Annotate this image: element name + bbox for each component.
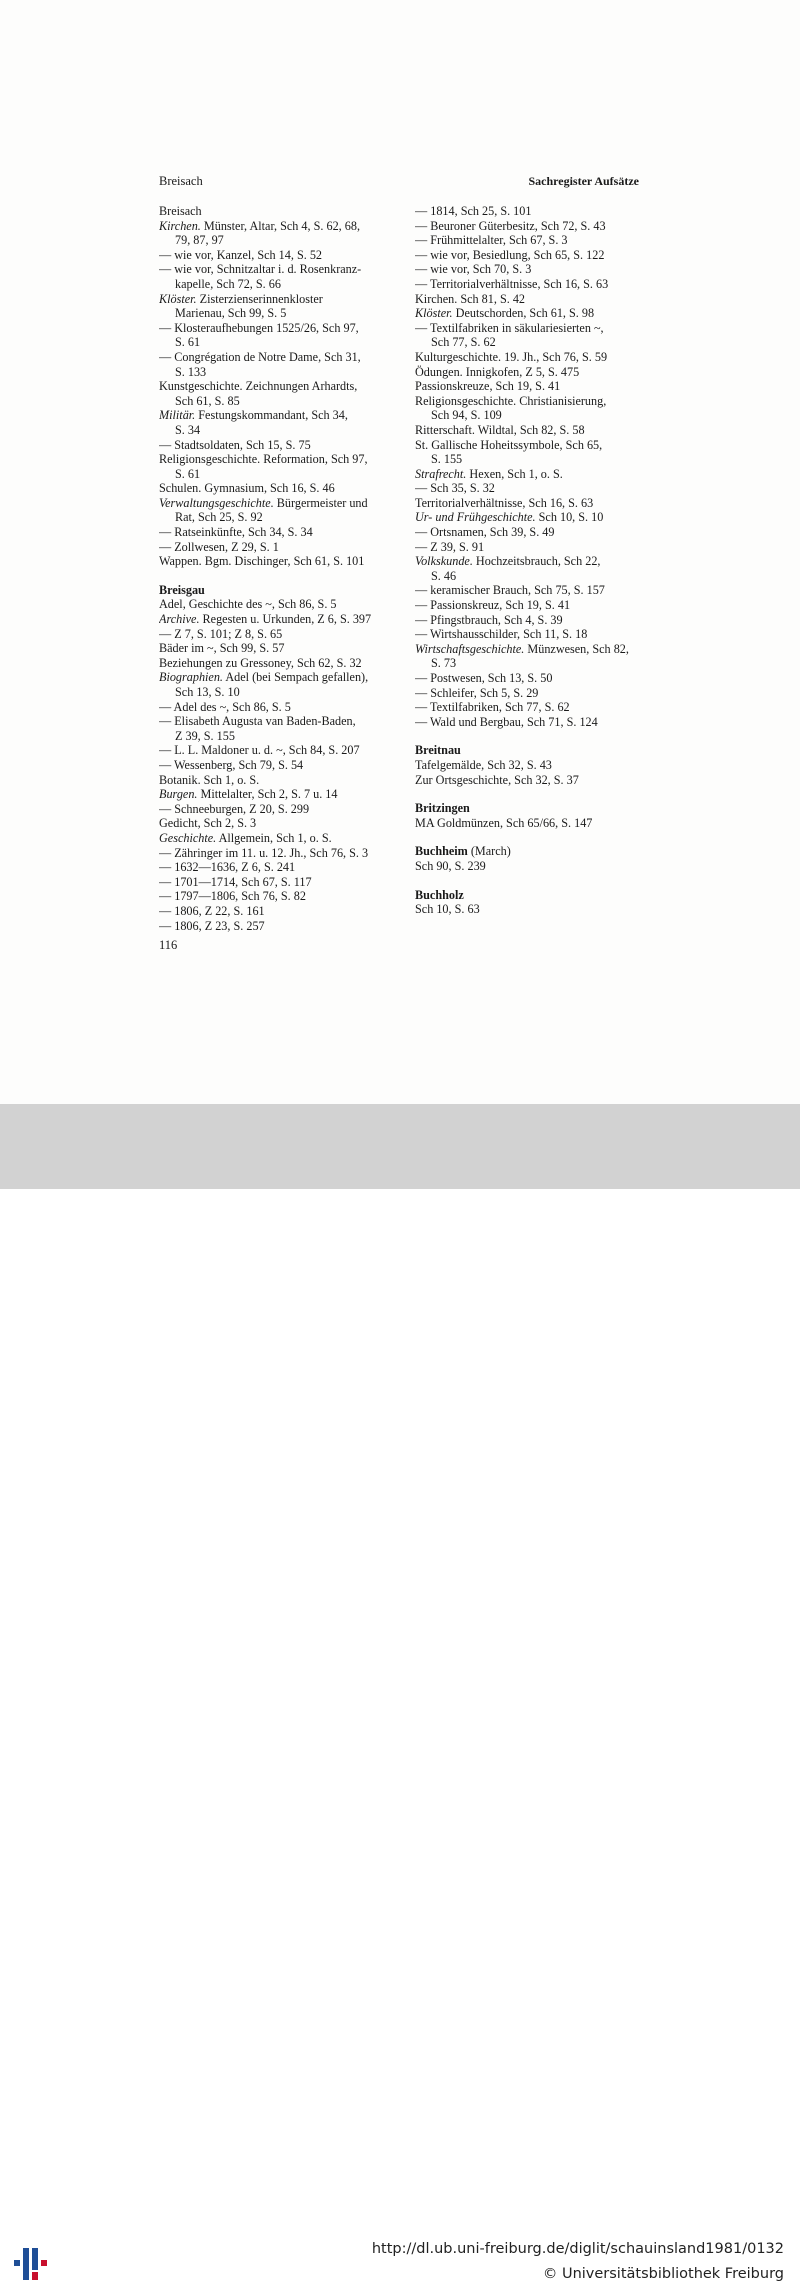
index-text: Schulen. Gymnasium, Sch 16, S. 46 [159,481,335,496]
index-text: — Sch 35, S. 32 [415,481,495,496]
index-line [159,350,383,365]
index-line [159,743,383,758]
index-text: Religionsgeschichte. Reformation, Sch 97, [159,452,368,467]
index-heading [159,583,383,598]
index-text: Buchholz [415,887,464,902]
index-line [159,860,383,875]
index-line [159,233,383,248]
index-text: Sch 90, S. 239 [415,858,486,873]
index-line [159,685,383,700]
index-text: Bäder im ~, Sch 99, S. 57 [159,641,285,656]
index-line [159,335,383,350]
index-line [159,641,383,656]
index-line [159,219,383,234]
copyright-notice: © Universitätsbibliothek Freiburg [542,2266,784,2282]
index-text: — Zollwesen, Z 29, S. 1 [159,539,279,554]
index-category: Biographien. [159,670,223,685]
index-line [415,758,640,773]
index-text: S. 61 [175,466,201,481]
index-text: — wie vor, Sch 70, S. 3 [415,262,532,277]
index-text: Hochzeitsbrauch, Sch 22, [472,554,601,569]
index-category: Kirchen. [159,218,201,233]
index-text: — Textilfabriken, Sch 77, S. 62 [415,700,570,715]
index-line [159,831,383,846]
index-text: — Passionskreuz, Sch 19, S. 41 [415,598,571,613]
index-text: — 1806, Z 22, S. 161 [159,903,265,918]
index-line [415,554,640,569]
index-line [159,496,383,511]
index-text: Z 39, S. 155 [175,728,235,743]
index-text: — Ortsnamen, Sch 39, S. 49 [415,525,555,540]
index-text: Territorialverhältnisse, Sch 16, S. 63 [415,495,594,510]
index-line [415,686,640,701]
index-text: Münzwesen, Sch 82, [524,641,629,656]
index-line [159,816,383,831]
index-text: — Textilfabriken in säkulariesierten ~, [415,320,604,335]
index-text: — Elisabeth Augusta van Baden-Baden, [159,714,356,729]
index-line [415,204,640,219]
index-line [159,481,383,496]
index-text: Ödungen. Innigkofen, Z 5, S. 475 [415,364,580,379]
index-line [159,919,383,934]
index-text: Marienau, Sch 99, S. 5 [175,306,287,321]
running-header-right: Sachregister Aufsätze [528,174,639,188]
index-line [415,656,640,671]
running-header-left: Breisach [159,174,203,188]
index-line [415,510,640,525]
index-line [415,671,640,686]
index-line [415,598,640,613]
index-line [159,540,383,555]
index-text: — L. L. Maldoner u. d. ~, Sch 84, S. 207 [159,743,360,758]
index-category: Verwaltungsgeschichte. [159,495,274,510]
index-line [415,773,640,788]
index-line [159,889,383,904]
index-text: Regesten u. Urkunden, Z 6, S. 397 [199,612,372,627]
index-line [159,394,383,409]
index-text: Beziehungen zu Gressoney, Sch 62, S. 32 [159,655,362,670]
index-text: Sch 77, S. 62 [431,335,496,350]
index-line [159,467,383,482]
index-text: Kirchen. Sch 81, S. 42 [415,291,526,306]
index-text: Wappen. Bgm. Dischinger, Sch 61, S. 101 [159,554,365,569]
index-text: S. 133 [175,364,207,379]
index-text: Rat, Sch 25, S. 92 [175,510,263,525]
index-text: — Wessenberg, Sch 79, S. 54 [159,757,304,772]
index-line [159,802,383,817]
index-line [415,306,640,321]
index-line [159,292,383,307]
index-text: — Schneeburgen, Z 20, S. 299 [159,801,310,816]
index-line [159,262,383,277]
index-text: Religionsgeschichte. Christianisierung, [415,393,607,408]
index-text: Allgemein, Sch 1, o. S. [216,830,332,845]
index-line [159,627,383,642]
index-text: — Wald und Bergbau, Sch 71, S. 124 [415,714,598,729]
viewer-footer [0,1104,800,2282]
index-text: Sch 61, S. 85 [175,393,240,408]
index-line [159,408,383,423]
index-line [415,408,640,423]
index-text: Adel, Geschichte des ~, Sch 86, S. 5 [159,597,337,612]
index-line [415,219,640,234]
index-category: Volkskunde. [415,554,473,569]
index-line [415,627,640,642]
index-heading [415,801,640,816]
index-text: Breisgau [159,582,205,597]
index-line [415,262,640,277]
index-text: Britzingen [415,801,470,816]
index-line [415,452,640,467]
document-page [0,0,800,1104]
index-text: Sch 13, S. 10 [175,685,240,699]
index-text: Mittelalter, Sch 2, S. 7 u. 14 [197,787,338,802]
index-line [415,715,640,730]
index-text: — Schleifer, Sch 5, S. 29 [415,685,539,700]
index-heading-note: (March) [467,844,511,859]
index-category: Strafrecht. [415,466,467,481]
index-text: — Territorialverhältnisse, Sch 16, S. 63 [415,276,609,291]
index-line [159,773,383,788]
index-line [415,540,640,555]
index-text: Sch 94, S. 109 [431,408,502,423]
index-line [415,233,640,248]
index-text: Breisach [159,204,202,218]
index-category: Geschichte. [159,830,217,845]
index-text: Adel (bei Sempach gefallen), [222,670,369,685]
index-category: Klöster. [159,291,197,306]
index-text: — Zähringer im 11. u. 12. Jh., Sch 76, S. 3 [159,845,369,860]
index-text: 79, 87, 97 [175,233,224,248]
index-line [159,904,383,919]
index-line [415,248,640,263]
index-line [415,335,640,350]
index-text: — Z 39, S. 91 [415,539,485,554]
index-text: Buchheim [415,844,468,859]
index-line [159,554,383,569]
index-text: S. 34 [175,422,201,437]
index-line [415,277,640,292]
index-line [159,758,383,773]
index-text: S. 155 [431,452,463,467]
index-text: kapelle, Sch 72, S. 66 [175,276,281,291]
index-text: — Pfingstbrauch, Sch 4, S. 39 [415,612,563,627]
index-text: Gedicht, Sch 2, S. 3 [159,816,257,831]
index-line [159,204,383,219]
index-text: S. 73 [431,656,457,671]
index-text: Festungskommandant, Sch 34, [195,408,348,423]
index-line [415,481,640,496]
index-text: Kulturgeschichte. 19. Jh., Sch 76, S. 59 [415,349,608,364]
index-line [159,875,383,890]
index-text: — 1701—1714, Sch 67, S. 117 [159,874,312,889]
index-line [159,670,383,685]
index-category: Klöster. [415,306,453,321]
index-text: — 1806, Z 23, S. 257 [159,918,265,933]
index-heading [415,743,640,758]
index-line [415,467,640,482]
index-text: — 1632—1636, Z 6, S. 241 [159,860,296,875]
index-category: Militär. [159,408,196,423]
index-line [159,510,383,525]
index-line [159,700,383,715]
index-category: Burgen. [159,787,198,802]
index-column-left [159,204,383,933]
index-text: — Frühmittelalter, Sch 67, S. 3 [415,233,568,248]
index-line [159,438,383,453]
index-text: Kunstgeschichte. Zeichnungen Arhardts, [159,379,358,394]
index-text: S. 61 [175,335,201,350]
index-text: — Adel des ~, Sch 86, S. 5 [159,699,291,714]
index-line [415,525,640,540]
index-text: S. 46 [431,568,457,583]
index-line [159,525,383,540]
index-line [159,729,383,744]
index-text: Deutschorden, Sch 61, S. 98 [452,306,595,321]
index-line [159,321,383,336]
index-line [415,859,640,874]
index-text: — Klosteraufhebungen 1525/26, Sch 97, [159,320,359,335]
index-line [159,423,383,438]
index-text: Sch 10, S. 63 [415,902,480,917]
index-line [159,597,383,612]
index-text: Hexen, Sch 1, o. S. [466,466,563,481]
index-line [415,438,640,453]
index-text: — wie vor, Schnitzaltar i. d. Rosenkranz- [159,262,362,277]
index-line [159,248,383,263]
index-line [415,350,640,365]
index-text: — wie vor, Besiedlung, Sch 65, S. 122 [415,247,605,262]
index-line [159,846,383,861]
index-line [159,656,383,671]
index-text: Tafelgemälde, Sch 32, S. 43 [415,757,552,772]
index-line [415,379,640,394]
index-text: Münster, Altar, Sch 4, S. 62, 68, [200,218,361,233]
permalink-link[interactable]: http://dl.ub.uni-freiburg.de/diglit/schauinsland1981/0132 [371,2241,784,2257]
index-text: Breitnau [415,743,461,758]
index-text: — wie vor, Kanzel, Sch 14, S. 52 [159,247,323,262]
index-category: Ur- und Frühgeschichte. [415,510,536,525]
index-text: Bürgermeister und [273,495,368,510]
index-line [159,379,383,394]
index-text: MA Goldmünzen, Sch 65/66, S. 147 [415,815,593,830]
index-column-right [415,204,640,917]
index-line [415,365,640,380]
index-line [159,277,383,292]
index-line [415,394,640,409]
index-heading [415,844,640,859]
index-text: — Beuroner Güterbesitz, Sch 72, S. 43 [415,218,606,233]
index-line [159,365,383,380]
index-text: Sch 10, S. 10 [535,510,604,525]
index-line [415,321,640,336]
index-text: — keramischer Brauch, Sch 75, S. 157 [415,583,605,598]
index-line [415,569,640,584]
index-text: Passionskreuze, Sch 19, S. 41 [415,379,561,394]
index-text: St. Gallische Hoheitssymbole, Sch 65, [415,437,603,452]
index-line [159,612,383,627]
index-line [415,902,640,917]
index-text: Zur Ortsgeschichte, Sch 32, S. 37 [415,772,579,787]
index-line [159,306,383,321]
index-line [415,496,640,511]
index-text: — Z 7, S. 101; Z 8, S. 65 [159,626,283,641]
index-text: — Wirtshausschilder, Sch 11, S. 18 [415,627,588,642]
index-text: — 1814, Sch 25, S. 101 [415,204,532,218]
index-line [415,642,640,657]
index-text: — 1797—1806, Sch 76, S. 82 [159,889,306,904]
index-line [415,816,640,831]
index-text: — Ratseinkünfte, Sch 34, S. 34 [159,525,313,540]
index-line [415,292,640,307]
index-line [415,583,640,598]
index-line [159,787,383,802]
index-line [159,714,383,729]
index-text: Botanik. Sch 1, o. S. [159,772,260,787]
index-line [415,423,640,438]
index-text: — Stadtsoldaten, Sch 15, S. 75 [159,437,311,452]
index-text: — Congrégation de Notre Dame, Sch 31, [159,349,361,364]
ub-freiburg-logo-icon [10,2244,50,2284]
index-line [415,613,640,628]
page-number: 116 [159,938,178,952]
index-text: Ritterschaft. Wildtal, Sch 82, S. 58 [415,422,585,437]
index-heading [415,888,640,903]
index-category: Archive. [159,612,200,627]
index-text: Zisterzienserinnenkloster [196,291,323,306]
index-text: — Postwesen, Sch 13, S. 50 [415,671,553,685]
index-line [159,452,383,467]
index-category: Wirtschaftsgeschichte. [415,641,525,656]
index-line [415,700,640,715]
